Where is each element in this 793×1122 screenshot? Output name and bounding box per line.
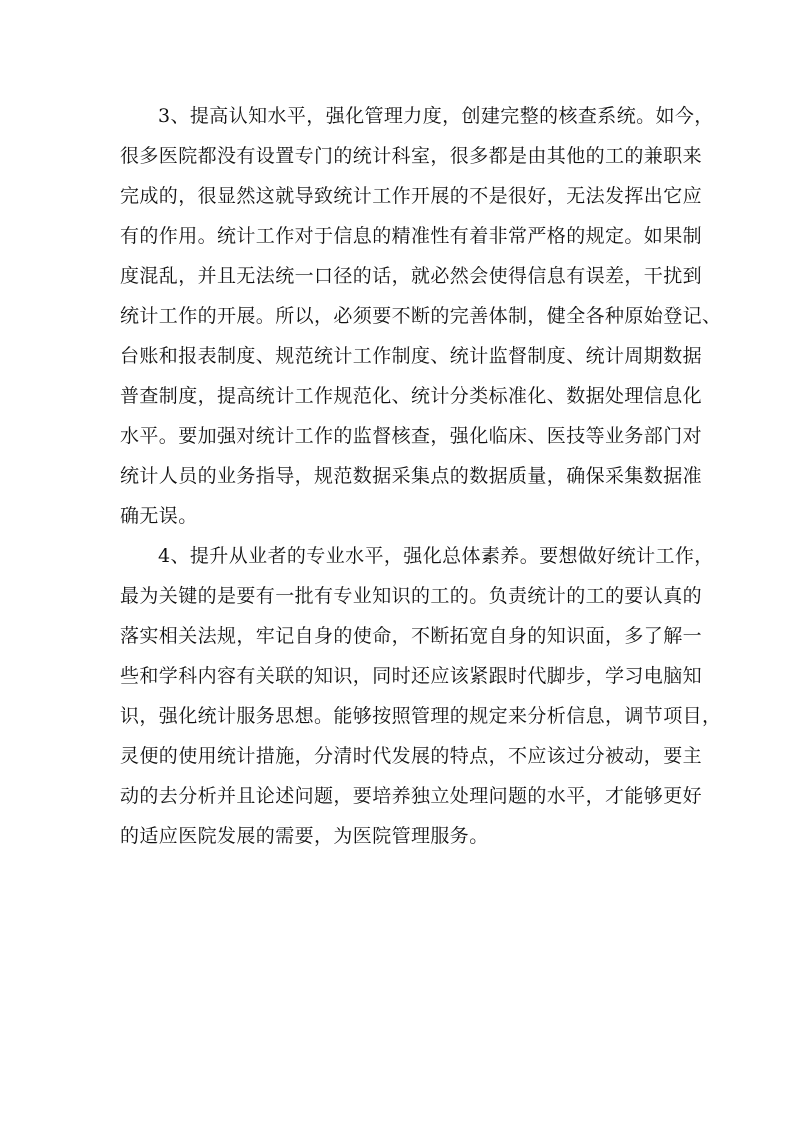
- paragraph-2-line-3: 落实相关法规，牢记自身的使命，不断拓宽自身的知识面，多了解一: [120, 625, 703, 647]
- paragraph-2-line-7: 动的去分析并且论述问题，要培养独立处理问题的水平，才能够更好: [120, 785, 703, 807]
- paragraph-1-line-10: 统计人员的业务指导，规范数据采集点的数据质量，确保采集数据准: [120, 465, 703, 487]
- paragraph-2-line-8: 的适应医院发展的需要，为医院管理服务。: [120, 825, 489, 847]
- paragraph-1-line-4: 有的作用。统计工作对于信息的精准性有着非常严格的规定。如果制: [120, 225, 703, 247]
- paragraph-1-line-6: 统计工作的开展。所以，必须要不断的完善体制，健全各种原始登记、: [120, 305, 722, 327]
- paragraph-1-line-11: 确无误。: [120, 505, 198, 527]
- paragraph-1-line-1: 3、提高认知水平，强化管理力度，创建完整的核查系统。如今，: [158, 105, 714, 127]
- paragraph-1-line-8: 普查制度，提高统计工作规范化、统计分类标准化、数据处理信息化: [120, 385, 703, 407]
- paragraph-2-line-1: 4、提升从业者的专业水平，强化总体素养。要想做好统计工作，: [158, 545, 714, 567]
- paragraph-1-line-5: 度混乱，并且无法统一口径的话，就必然会使得信息有误差，干扰到: [120, 265, 703, 287]
- paragraph-2-line-6: 灵便的使用统计措施，分清时代发展的特点，不应该过分被动，要主: [120, 745, 703, 767]
- paragraph-2-line-4: 些和学科内容有关联的知识，同时还应该紧跟时代脚步，学习电脑知: [120, 665, 703, 687]
- paragraph-1-line-7: 台账和报表制度、规范统计工作制度、统计监督制度、统计周期数据: [120, 345, 703, 367]
- paragraph-2-line-2: 最为关键的是要有一批有专业知识的工的。负责统计的工的要认真的: [120, 585, 703, 607]
- paragraph-1-line-3: 完成的，很显然这就导致统计工作开展的不是很好，无法发挥出它应: [120, 185, 703, 207]
- paragraph-1-line-2: 很多医院都没有设置专门的统计科室，很多都是由其他的工的兼职来: [120, 145, 703, 167]
- paragraph-1-line-9: 水平。要加强对统计工作的监督核查，强化临床、医技等业务部门对: [120, 425, 703, 447]
- paragraph-2-line-5: 识，强化统计服务思想。能够按照管理的规定来分析信息，调节项目，: [120, 705, 722, 727]
